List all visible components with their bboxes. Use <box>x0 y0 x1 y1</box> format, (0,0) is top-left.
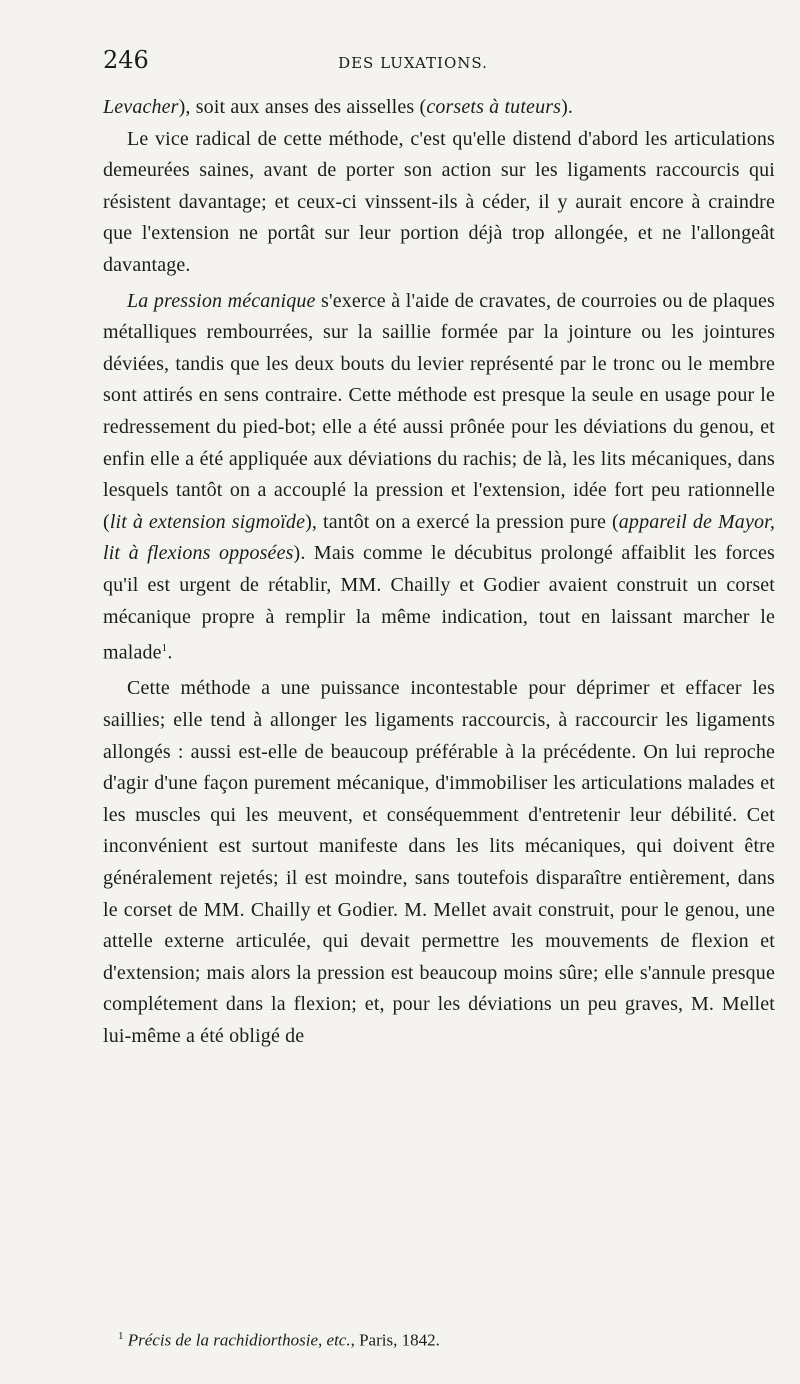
text-segment: Levacher <box>103 96 179 118</box>
footnote-title: Précis de la rachidiorthosie, etc. <box>127 1330 351 1350</box>
text-segment: 1 <box>161 642 168 655</box>
paragraph-4 <box>103 673 775 1052</box>
text-segment: s'exerce à l'aide de cravates, de courroies ou de plaques métalliques rembourrées, sur la saillie formée par la jointure ou les jointures déviées, tandis que les deux bouts du levier représenté par le tronc ou le membre sont attirés en sens contraire. Cette méthode est presque la seule en usage pour le redressement du pied-bot; elle a été aussi prônée pour les déviations du genou, et enfin elle a été appliquée aux déviations du rachis; de là, les lits mécaniques, dans lesquels tantôt on a accouplé la pression et l'extension, idée fort peu rationnelle ( <box>103 289 775 533</box>
text-segment: appareil de Mayor, lit à flexions opposées <box>103 510 776 565</box>
text-segment: ). <box>561 96 574 118</box>
page-number: 246 <box>103 46 149 74</box>
paragraph-1 <box>103 92 775 124</box>
body-text <box>103 92 775 1052</box>
footnote-marker: 1 <box>118 1330 124 1342</box>
page-header <box>103 46 763 82</box>
footnote-rest: , Paris, 1842. <box>350 1330 440 1350</box>
text-segment: Le vice radical de cette méthode, c'est qu'elle distend d'abord les articulations demeurées saines, avant de porter son action sur les ligaments raccourcis qui résistent davantage; et ceux-ci vinssent-ils à céder, il y aurait encore à craindre que l'extension ne portât sur leur portion déjà trop allongée, et ne l'allongeât davantage. <box>103 127 775 276</box>
text-segment: ), soit aux anses des aisselles ( <box>178 96 427 118</box>
running-head: DES LUXATIONS. <box>338 54 488 72</box>
text-segment: ), tantôt on a exercé la pression pure ( <box>305 510 619 533</box>
text-segment: lit à extension sigmoïde <box>109 510 306 533</box>
text-segment: Cette méthode a une puissance incontestable pour déprimer et effacer les saillies; elle tend à allonger les ligaments raccourcis, à raccourcir les ligaments allongés : aussi est-elle de beaucoup préférable à la précédente. On lui reproche d'agir d'une façon purement mécanique, d'immobiliser les articulations malades et les muscles qui les meuvent, et conséquemment d'entretenir leur débilité. Cet inconvénient est surtout manifeste dans les lits mécaniques, qui doivent être généralement rejetés; il est moindre, sans toutefois disparaître entièrement, dans le corset de MM. Chailly et Godier. M. Mellet avait construit, pour le genou, une attelle externe articulée, qui devait permettre les mouvements de flexion et d'extension; mais alors la pression est beaucoup moins sûre; elle s'annule presque complétement dans la flexion; et, pour les déviations un peu graves, M. Mellet lui-même a été obligé de <box>103 677 775 1047</box>
text-segment: corsets à tuteurs <box>426 96 562 118</box>
text-segment: . <box>167 641 173 664</box>
paragraph-3 <box>103 286 775 670</box>
text-segment: La pression mécanique <box>127 289 316 312</box>
text-segment: ). Mais comme le décubitus prolongé affaiblit les forces qu'il est urgent de rétablir, MM. Chailly et Godier avaient construit un corset mécanique propre à remplir la même indication, tout en laissant marcher le malade <box>103 542 775 664</box>
footnote <box>118 1330 758 1351</box>
paragraph-2 <box>103 124 775 282</box>
